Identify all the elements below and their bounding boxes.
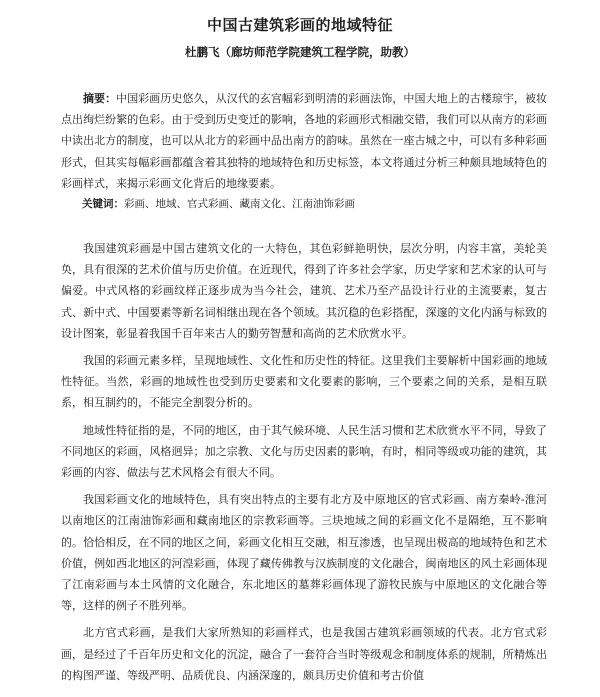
abstract-text: 中国彩画历史悠久，从汉代的玄宫幅彩到明清的彩画法饰，中国大地上的古楼琼宇，被妆点出绚烂纷繁的色彩。由于受到历史变迁的影响，各地的彩画形式相融交错，我们可以从南方的彩画中读出北方的制度，也可以从北方的彩画中品出南方的韵味。虽然在一座古城之中，可以有多种彩画形式，但其实每幅彩画都蕴含着其独特的地域特色和历史标签，本文将通过分析三种颇具地域特色的彩画样式，来揭示彩画文化背后的地缘要素。 (61, 92, 548, 190)
paper-title: 中国古建筑彩画的地域特征 (206, 16, 393, 34)
paragraph-5: 北方官式彩画，是我们大家所熟知的彩画样式，也是我国古建筑彩画领域的代表。北方官式彩画，是经过了千百年历史和文化的沉淀，融合了一套符合当时等级观念和制度体系的规制，所精炼出的构图严谨、等级严明、品质优良、内涵深邃的，颇具历史价值和考古价值 (61, 626, 547, 682)
abstract-label: 摘要： (83, 92, 117, 105)
paragraph-3: 地域性特征指的是，不同的地区，由于其气候环境、人民生活习惯和艺术欣赏水平不同，导致了不同地区的彩画，风格迥异；加之宗教、文化与历史因素的影响，有时，相同等级或功能的建筑，其彩画的内容、做法与艺术风格会有很大不同。 (61, 423, 547, 480)
keywords-label: 关键词： (82, 198, 124, 210)
abstract (61, 88, 547, 194)
paper-author: 杜鹏飞（廊坊师范学院建筑工程学院，助教） (185, 45, 415, 59)
paragraph-4: 我国彩画文化的地域特色，具有突出特点的主要有北方及中原地区的官式彩画、南方秦岭-淮河以南地区的江南油饰彩画和藏南地区的宗教彩画等。三块地域之间的彩画文化不是隔绝，互不影响的。恰恰相反，在不同的地区之间，彩画文化相互交融，相互渗透，也呈现出极高的地域特色和艺术价值，例如西北地区的河湟彩画，体现了藏传佛教与汉族制度的文化融合，闽南地区的风土彩画体现了江南彩画与本土风情的文化融合，东北地区的墓葬彩画体现了游牧民族与中原地区的文化融合等等，这样的例子不胜列举。 (61, 493, 547, 613)
paragraph-1: 我国建筑彩画是中国古建筑文化的一大特色，其色彩鲜艳明快，层次分明，内容丰富，美轮美奂，具有很深的艺术价值与历史价值。在近现代，得到了许多社会学家，历史学家和艺术家的认可与偏爱。中式风格的彩画纹样正逐步成为当今社会，建筑、艺术乃至产品设计行业的主流要素，复古式、新中式、中国要素等新名词相继出现在各个领域。其沉稳的色彩搭配，深邃的文化内涵与标致的设计图案，彰显着我国千百年来古人的勤劳智慧和高尚的艺术欣赏水平。 (61, 242, 547, 340)
keywords (61, 194, 547, 214)
paragraph-2: 我国的彩画元素多样，呈现地域性、文化性和历史性的特征。这里我们主要解析中国彩画的地域性特征。当然，彩画的地域性也受到历史要素和文化要素的影响，三个要素之间的关系，是相互联系，相互制约的，不能完全割裂分析的。 (61, 354, 547, 410)
keywords-text: 彩画、地域、官式彩画、藏南文化、江南油饰彩画 (124, 198, 355, 210)
body-text (61, 238, 547, 692)
